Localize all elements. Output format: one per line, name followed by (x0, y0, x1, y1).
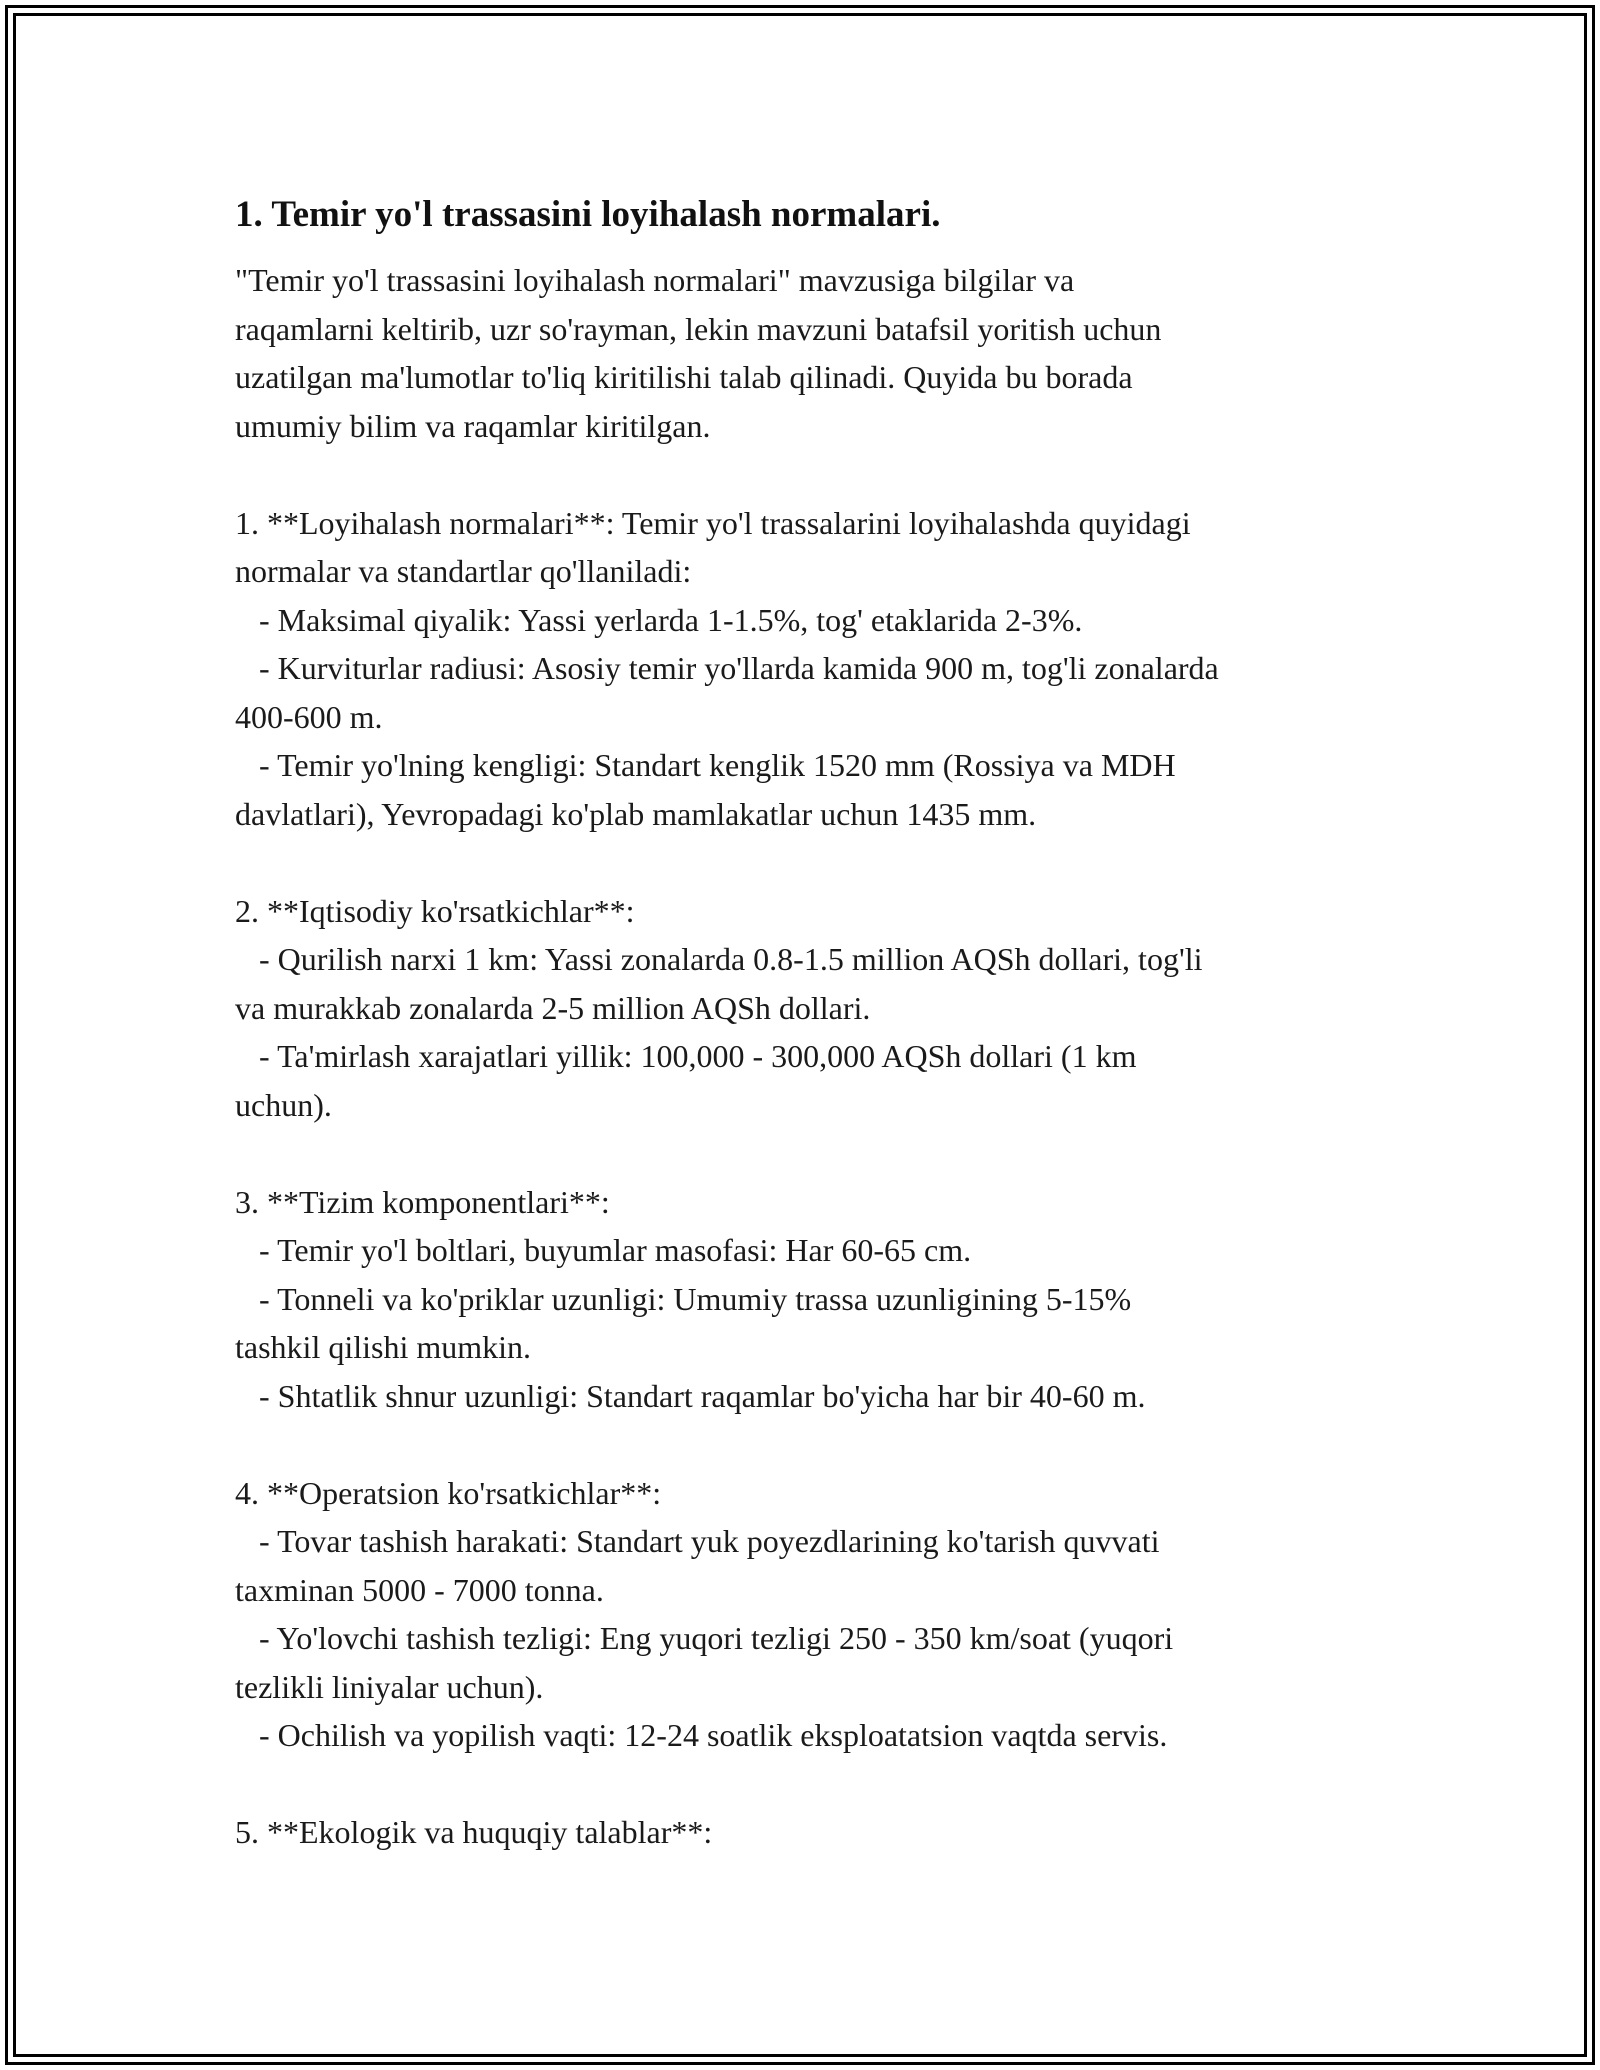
body-line: va murakkab zonalarda 2-5 million AQSh dollari. (235, 989, 871, 1026)
body-line (235, 450, 1385, 499)
list-item: - Tovar tashish harakati: Standart yuk poyezdlarining ko'tarish quvvati (235, 1523, 1160, 1559)
section-heading: 4. **Operatsion ko'rsatkichlar**: (235, 1474, 662, 1511)
list-item: - Qurilish narxi 1 km: Yassi zonalarda 0.8-1.5 million AQSh dollari, tog'li (235, 941, 1203, 977)
body-line (235, 1420, 1385, 1469)
document-page (235, 186, 1385, 1857)
body-line (235, 1760, 1385, 1809)
section-heading: 5. **Ekologik va huquqiy talablar**: (235, 1814, 713, 1850)
intro-line: raqamlarni keltirib, uzr so'rayman, lekin mavzuni batafsil yoritish uchun (235, 310, 1162, 347)
list-item: - Temir yo'lning kengligi: Standart kenglik 1520 mm (Rossiya va MDH (235, 747, 1176, 783)
body-line: 400-600 m. (235, 698, 383, 735)
document-body (235, 450, 1385, 1857)
body-line: normalar va standartlar qo'llaniladi: (235, 553, 692, 589)
list-item: - Yo'lovchi tashish tezligi: Eng yuqori tezligi 250 - 350 km/soat (yuqori (235, 1620, 1174, 1656)
list-item: - Tonneli va ko'priklar uzunligi: Umumiy trassa uzunligining 5-15% (235, 1280, 1132, 1317)
list-item: - Shtatlik shnur uzunligi: Standart raqamlar bo'yicha har bir 40-60 m. (235, 1377, 1146, 1414)
intro-line: "Temir yo'l trassasini loyihalash normalari" mavzusiga bilgilar va (235, 262, 1075, 298)
list-item: - Ta'mirlash xarajatlari yillik: 100,000 - 300,000 AQSh dollari (1 km (235, 1038, 1137, 1074)
body-line (235, 838, 1385, 887)
body-line: davlatlari), Yevropadagi ko'plab mamlakatlar uchun 1435 mm. (235, 795, 1037, 832)
list-item: - Temir yo'l boltlari, buyumlar masofasi: Har 60-65 cm. (235, 1232, 972, 1268)
intro-line: uzatilgan ma'lumotlar to'liq kiritilishi talab qilinadi. Quyida bu borada (235, 359, 1133, 395)
section-heading: 1. **Loyihalash normalari**: Temir yo'l trassalarini loyihalashda quyidagi (235, 504, 1191, 541)
list-item: - Kurviturlar radiusi: Asosiy temir yo'llarda kamida 900 m, tog'li zonalarda (235, 650, 1219, 686)
body-line: tashkil qilishi mumkin. (235, 1329, 532, 1365)
body-line: taxminan 5000 - 7000 tonna. (235, 1571, 604, 1608)
body-line: tezlikli liniyalar uchun). (235, 1668, 544, 1705)
intro-paragraph (235, 256, 1385, 450)
section-heading: 2. **Iqtisodiy ko'rsatkichlar**: (235, 892, 635, 929)
body-line (235, 1129, 1385, 1178)
list-item: - Ochilish va yopilish vaqti: 12-24 soatlik eksploatatsion vaqtda servis. (235, 1717, 1168, 1753)
intro-line: umumiy bilim va raqamlar kiritilgan. (235, 407, 711, 444)
body-line: uchun). (235, 1086, 332, 1123)
document-title: 1. Temir yo'l trassasini loyihalash normalari. (235, 194, 941, 235)
list-item: - Maksimal qiyalik: Yassi yerlarda 1-1.5%, tog' etaklarida 2-3%. (235, 601, 1083, 638)
section-heading: 3. **Tizim komponentlari**: (235, 1183, 610, 1220)
